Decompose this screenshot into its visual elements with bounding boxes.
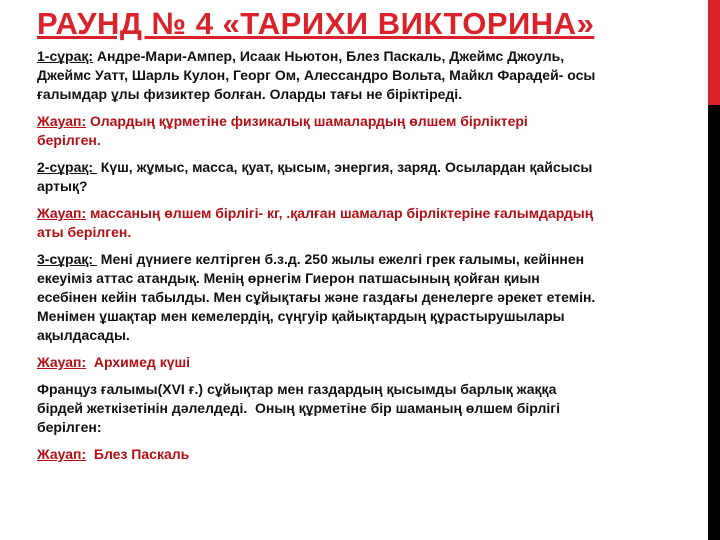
answer-paragraph: [37, 112, 707, 150]
line-text: Күш, жұмыс, масса, қуат, қысым, энергия, заряд. Осылардан қайсысы: [96, 159, 593, 175]
line-text: артық?: [37, 178, 88, 194]
question-label: 2-сұрақ:: [37, 159, 97, 175]
text-line: [37, 177, 707, 196]
text-line: [37, 131, 707, 150]
text-line: [37, 112, 707, 131]
answer-paragraph: [37, 353, 707, 372]
accent-bar-black: [708, 105, 720, 540]
line-text: ғалымдар ұлы физиктер болған. Оларды тағы не біріктіреді.: [37, 86, 463, 102]
line-text: Джеймс Уатт, Шарль Кулон, Георг Ом, Алессандро Вольта, Майкл Фарадей- осы: [37, 67, 596, 83]
text-line: [37, 204, 707, 223]
text-line: [37, 85, 707, 104]
line-text: Француз ғалымы(XVI ғ.) сұйықтар мен газдардың қысымды барлық жаққа: [37, 381, 557, 397]
text-line: [37, 47, 707, 66]
title-text: РАУНД № 4 «ТАРИХИ ВИКТОРИНА: [37, 6, 577, 41]
question-paragraph: [37, 47, 707, 104]
question-paragraph: [37, 380, 707, 437]
text-line: [37, 418, 707, 437]
accent-bar-red: [708, 0, 720, 105]
line-text: берілген.: [37, 132, 101, 148]
answer-label: Жауап:: [37, 113, 87, 129]
line-text: Блез Паскаль: [86, 446, 190, 462]
text-line: [37, 223, 707, 242]
line-text: массаның өлшем бірлігі- кг, .қалған шамалар бірліктеріне ғалымдардың: [86, 205, 594, 221]
text-line: [37, 307, 707, 326]
question-paragraph: [37, 250, 707, 345]
text-line: [37, 445, 707, 464]
text-line: [37, 288, 707, 307]
question-paragraph: [37, 158, 707, 196]
line-text: Архимед күші: [86, 354, 191, 370]
line-text: екеуіміз аттас атандық. Менің өрнегім Гиерон патшасының қойған қиын: [37, 270, 540, 286]
question-label: 3-сұрақ:: [37, 251, 97, 267]
text-line: [37, 250, 707, 269]
answer-paragraph: [37, 445, 707, 464]
line-text: есебінен кейін табылды. Мен сұйықтағы және газдағы денелерге әрекет етемін.: [37, 289, 596, 305]
text-line: [37, 353, 707, 372]
line-text: Олардың құрметіне физикалық шамалардың өлшем бірліктері: [86, 113, 528, 129]
line-text: Андре-Мари-Ампер, Исаак Ньютон, Блез Паскаль, Джеймс Джоуль,: [93, 48, 565, 64]
text-line: [37, 269, 707, 288]
answer-label: Жауап:: [37, 354, 87, 370]
text-line: [37, 380, 707, 399]
answer-label: Жауап:: [37, 205, 87, 221]
text-line: [37, 399, 707, 418]
line-text: аты берілген.: [37, 224, 132, 240]
line-text: Менімен ұшақтар мен кемелердің, сүңгуір қайықтардың құрастырушылары: [37, 308, 565, 324]
line-text: бірдей жеткізетінін дәлелдеді. Оның құрметіне бір шаманың өлшем бірлігі: [37, 400, 560, 416]
answer-label: Жауап:: [37, 446, 87, 462]
line-text: берілген:: [37, 419, 102, 435]
question-label: 1-сұрақ:: [37, 48, 94, 64]
line-text: Мені дүниеге келтірген б.з.д. 250 жылы ежелгі грек ғалымы, кейіннен: [96, 251, 585, 267]
slide-content: [37, 47, 707, 472]
slide-title: [37, 6, 594, 42]
text-line: [37, 158, 707, 177]
answer-paragraph: [37, 204, 707, 242]
text-line: [37, 326, 707, 345]
line-text: ақылдасады.: [37, 327, 130, 343]
text-line: [37, 66, 707, 85]
title-quote-end: »: [576, 6, 595, 41]
